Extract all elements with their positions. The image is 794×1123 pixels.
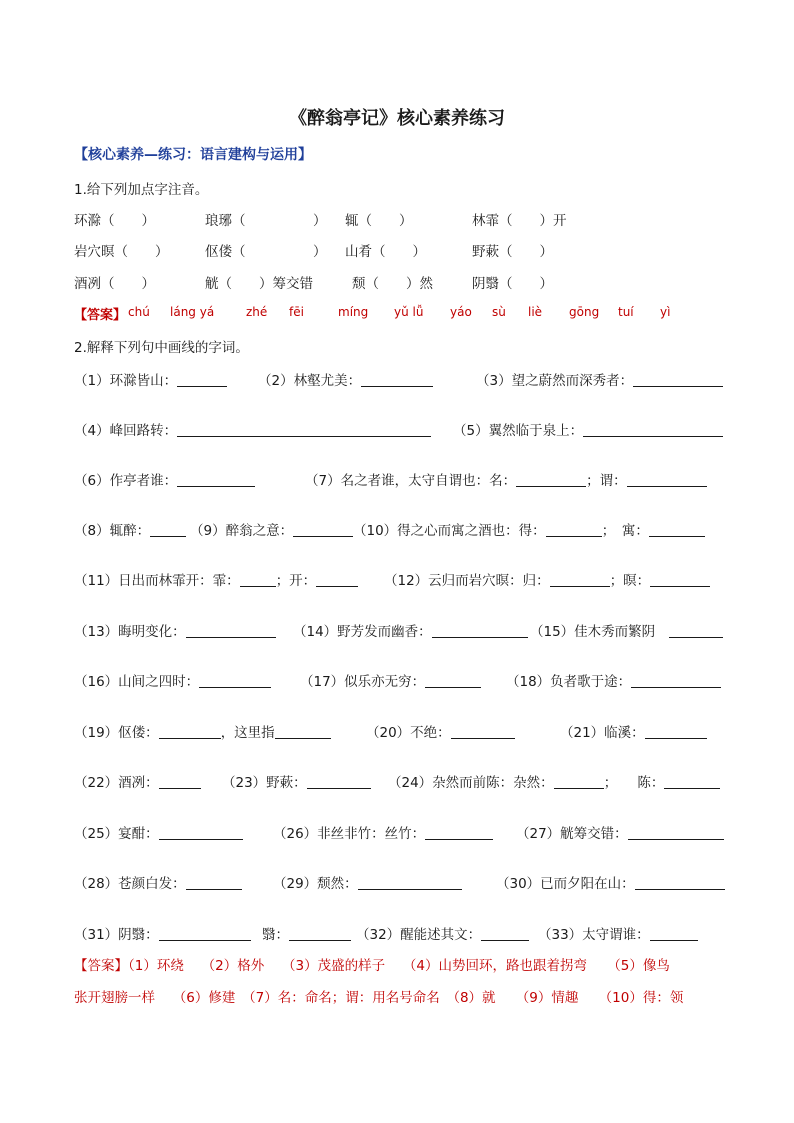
answer-blank[interactable] (316, 572, 358, 587)
q2-item-10b: ； 寓： (601, 523, 649, 539)
answer-label: 【答案】 (74, 308, 127, 323)
q2-item-22: （22）酒冽： (74, 775, 159, 791)
pinyin-answer-5: míng (338, 305, 369, 319)
q1-item: 山肴（ ） (345, 244, 426, 260)
pinyin-answer-9: liè (528, 305, 543, 319)
q2-item-29: （29）颓然： (273, 876, 358, 892)
answer-blank[interactable] (177, 372, 227, 387)
answer-blank[interactable] (650, 572, 710, 587)
q1-item: 酒冽（ ） (74, 276, 155, 292)
answer-blank[interactable] (425, 825, 493, 840)
q2-item-27: （27）觥筹交错： (516, 826, 628, 842)
answer-blank[interactable] (669, 623, 723, 638)
q2-item-28: （28）苍颜白发： (74, 876, 186, 892)
answer-blank[interactable] (159, 774, 201, 789)
answer-blank[interactable] (633, 372, 723, 387)
q2-item-25: （25）宴酣： (74, 826, 159, 842)
pinyin-answer-7: yáo (450, 305, 472, 319)
q2-item-9: （9）醉翁之意： (190, 523, 294, 539)
pinyin-answer-3: zhé (246, 305, 268, 319)
answer-blank[interactable] (635, 875, 725, 890)
section-header: 【核心素养—练习：语言建构与运用】 (74, 147, 312, 163)
q2-item-6: （6）作亭者谁： (74, 473, 178, 489)
q2-item-31: （31）阴翳： (74, 927, 159, 943)
q1-item: 伛偻（ ） (205, 244, 327, 260)
answer-blank[interactable] (554, 774, 604, 789)
answer-blank[interactable] (645, 724, 707, 739)
q2-item-1: （1）环滁皆山： (74, 373, 178, 389)
q2-item-23: （23）野蔌： (222, 775, 307, 791)
pinyin-answer-6: yǔ lǚ (394, 305, 424, 319)
pinyin-answer-2: láng yá (170, 305, 215, 319)
q2-item-13: （13）晦明变化： (74, 624, 186, 640)
q2-item-24b: ； 陈： (603, 775, 665, 791)
answer-blank[interactable] (177, 472, 255, 487)
q2-item-2: （2）林壑尤美： (258, 373, 362, 389)
q2-item-5: （5）翼然临于泉上： (453, 423, 584, 439)
answer-blank[interactable] (425, 673, 481, 688)
q1-item: 岩穴暝（ ） (74, 244, 169, 260)
q2-item-7: （7）名之者谁，太守自谓也：名： (305, 473, 517, 489)
answer-blank[interactable] (627, 472, 707, 487)
q2-item-20: （20）不绝： (366, 725, 451, 741)
answer-blank[interactable] (150, 522, 186, 537)
answer-blank[interactable] (516, 472, 586, 487)
answer-blank[interactable] (451, 724, 515, 739)
q2-item-10: （10）得之心而寓之酒也：得： (353, 523, 546, 539)
q2-item-21: （21）临溪： (560, 725, 645, 741)
q2-item-24: （24）杂然而前陈：杂然： (388, 775, 554, 791)
answer-blank[interactable] (199, 673, 271, 688)
answer-blank[interactable] (289, 926, 351, 941)
q2-item-12: （12）云归而岩穴暝：归： (384, 573, 550, 589)
answer-blank[interactable] (628, 825, 724, 840)
q2-item-17: （17）似乐亦无穷： (300, 674, 426, 690)
answer-blank[interactable] (432, 623, 528, 638)
answer-blank[interactable] (275, 724, 331, 739)
q2-item-11b: ；开： (275, 573, 317, 589)
q2-item-26: （26）非丝非竹：丝竹： (273, 826, 426, 842)
q2-item-33: （33）太守谓谁： (538, 927, 650, 943)
q2-item-19: （19）伛偻： (74, 725, 159, 741)
q2-item-4: （4）峰回路转： (74, 423, 178, 439)
answer-blank[interactable] (159, 724, 221, 739)
q2-item-32: （32）醒能述其文： (356, 927, 482, 943)
q2-item-11: （11）日出而林霏开：霏： (74, 573, 240, 589)
page-title: 《醉翁亭记》核心素养练习 (289, 108, 505, 129)
q2-answer-line-1: 【答案】（1）环绕 （2）格外 （3）茂盛的样子 （4）山势回环，路也跟着拐弯 （5）像鸟 (74, 958, 670, 974)
answer-blank[interactable] (649, 522, 705, 537)
answer-blank[interactable] (186, 623, 276, 638)
answer-blank[interactable] (240, 572, 276, 587)
answer-blank[interactable] (361, 372, 433, 387)
q2-item-8: （8）辄醉： (74, 523, 151, 539)
question-2-prompt: 2.解释下列句中画线的字词。 (74, 340, 249, 356)
pinyin-answer-1: chú (128, 305, 150, 319)
answer-blank[interactable] (186, 875, 242, 890)
q2-item-12b: ；暝： (609, 573, 651, 589)
pinyin-answer-4: fēi (289, 305, 304, 319)
q2-item-3: （3）望之蔚然而深秀者： (476, 373, 634, 389)
question-1-prompt: 1.给下列加点字注音。 (74, 182, 209, 198)
pinyin-answer-8: sù (492, 305, 506, 319)
answer-blank[interactable] (583, 422, 723, 437)
q2-item-7b: ；谓： (586, 473, 627, 489)
q1-item: 野蔌（ ） (472, 244, 553, 260)
answer-blank[interactable] (307, 774, 371, 789)
pinyin-answer-11: tuí (618, 305, 634, 319)
q2-item-16: （16）山间之四时： (74, 674, 200, 690)
q2-answer-line-2: 张开翅膀一样 （6）修建 （7）名：命名；谓：用名号命名 （8）就 （9）情趣 （10）得：领 (74, 990, 684, 1006)
q1-item: 林霏（ ）开 (472, 213, 567, 229)
q1-item: 环滁（ ） (74, 213, 155, 229)
q2-item-30: （30）已而夕阳在山： (496, 876, 635, 892)
answer-blank[interactable] (293, 522, 353, 537)
answer-blank[interactable] (550, 572, 610, 587)
answer-blank[interactable] (177, 422, 431, 437)
q2-item-15: （15）佳木秀而繁阴 (530, 624, 656, 640)
answer-blank[interactable] (664, 774, 720, 789)
q1-item: 阴翳（ ） (472, 276, 553, 292)
answer-blank[interactable] (159, 926, 251, 941)
q1-item: 辄（ ） (345, 213, 413, 229)
answer-blank[interactable] (159, 825, 243, 840)
q1-item: 琅琊（ ） (205, 213, 327, 229)
answer-blank[interactable] (481, 926, 529, 941)
q2-item-31b: 翳： (262, 927, 289, 943)
q1-item: 颓（ ）然 (352, 276, 433, 292)
answer-blank[interactable] (631, 673, 721, 688)
pinyin-answer-10: gōng (569, 305, 600, 319)
q2-item-14: （14）野芳发而幽香： (293, 624, 432, 640)
q2-item-18: （18）负者歌于途： (506, 674, 632, 690)
answer-blank[interactable] (358, 875, 462, 890)
answer-blank[interactable] (546, 522, 602, 537)
q1-item: 觥（ ）筹交错 (205, 276, 313, 292)
q2-item-19b: ，这里指 (220, 725, 275, 741)
pinyin-answer-12: yì (660, 305, 671, 319)
answer-blank[interactable] (650, 926, 698, 941)
